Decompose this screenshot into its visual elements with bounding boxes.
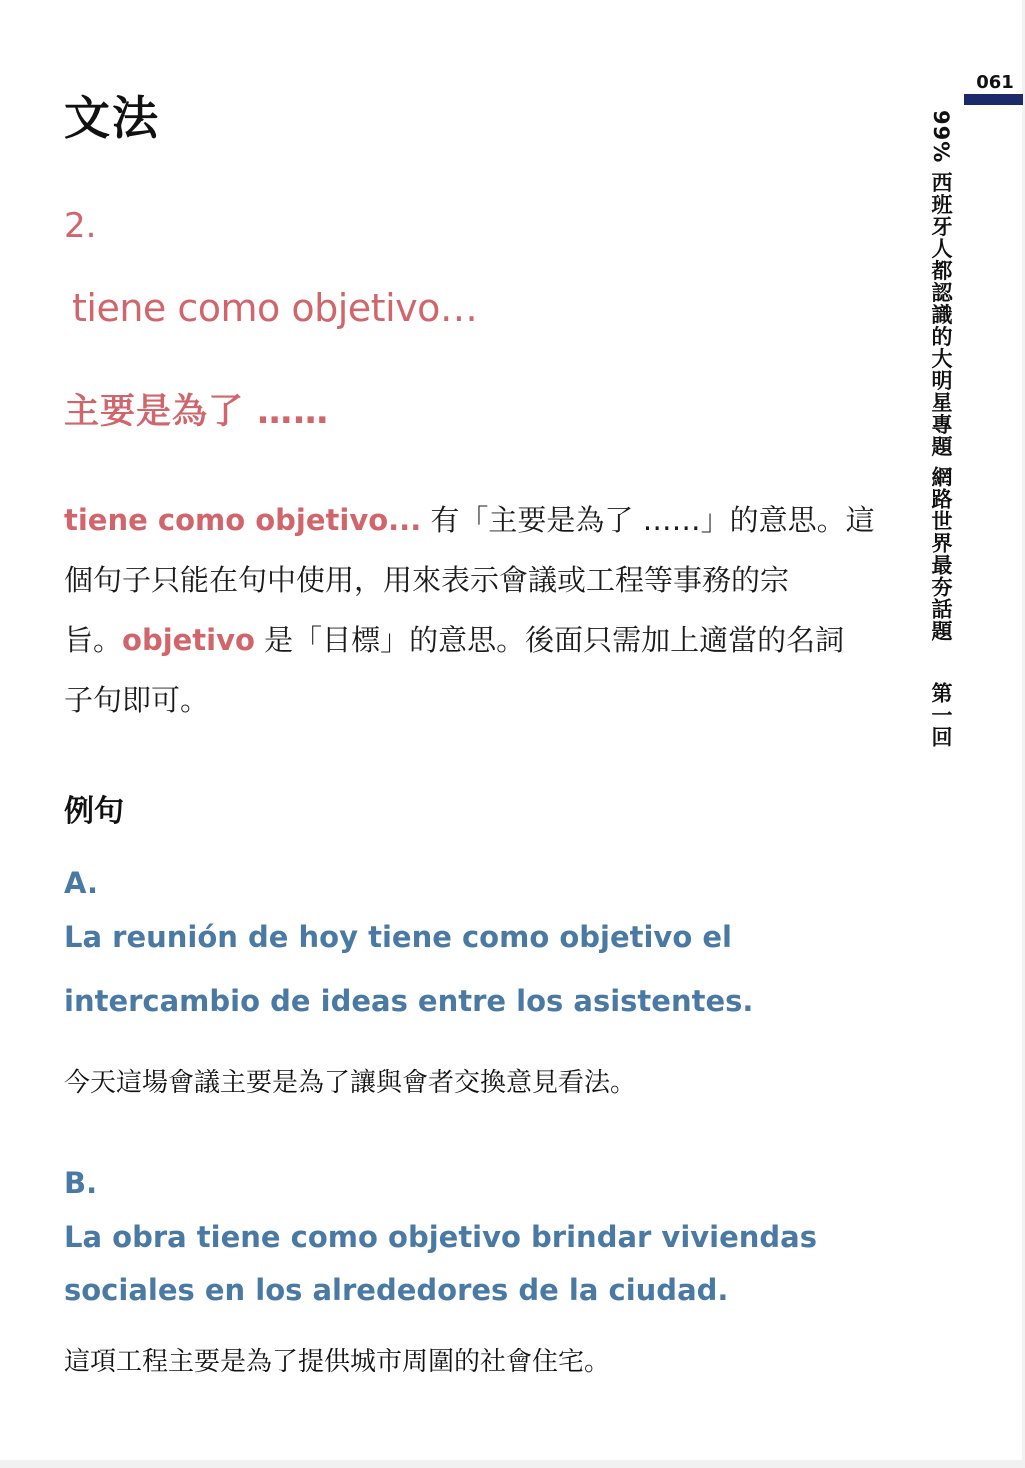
example-b-spanish-line: La obra tiene como objetivo brindar viviendas <box>64 1220 818 1254</box>
examples-heading: 例句 <box>64 794 124 829</box>
page-edge <box>0 1460 1025 1468</box>
example-a-spanish-line: La reunión de hoy tiene como objetivo el <box>64 920 732 954</box>
section-title: 文法 <box>64 91 160 145</box>
example-b-chinese: 這項工程主要是為了提供城市周圍的社會住宅。 <box>64 1347 611 1377</box>
explanation-text: 旨。 <box>64 623 123 657</box>
pattern-chinese: 主要是為了 …… <box>64 392 330 432</box>
explanation-text: 有「主要是為了 ……」的意思。這 <box>421 503 875 537</box>
pattern-number: 2. <box>64 206 97 246</box>
page-number-bar <box>964 94 1023 105</box>
example-a-spanish-line: intercambio de ideas entre los asistentes. <box>64 984 754 1018</box>
example-b-spanish-line: sociales en los alrededores de la ciudad. <box>64 1273 729 1307</box>
highlight-phrase: tiene como objetivo... <box>64 503 422 537</box>
explanation-paragraph <box>64 490 884 730</box>
example-a-chinese: 今天這場會議主要是為了讓與會者交換意見看法。 <box>64 1068 637 1098</box>
page-number: 061 <box>976 72 1014 93</box>
explanation-text: 是「目標」的意思。後面只需加上適當的名詞 <box>254 623 845 657</box>
explanation-text: 子句即可。 <box>64 683 210 717</box>
example-a-label: A. <box>64 866 98 900</box>
explanation-line <box>64 490 884 550</box>
running-head-title: 99% 西班牙人都認識的大明星專題 網路世界最夯話題 <box>929 110 953 642</box>
explanation-line <box>64 550 884 610</box>
running-head-chapter: 第一回 <box>929 681 953 748</box>
explanation-line <box>64 670 884 730</box>
example-b-label: B. <box>64 1166 98 1200</box>
running-head <box>926 110 956 748</box>
explanation-line <box>64 610 884 670</box>
explanation-text: 個句子只能在句中使用，用來表示會議或工程等事務的宗 <box>64 563 790 597</box>
pattern-spanish: tiene como objetivo… <box>72 286 478 330</box>
highlight-word: objetivo <box>122 623 255 657</box>
